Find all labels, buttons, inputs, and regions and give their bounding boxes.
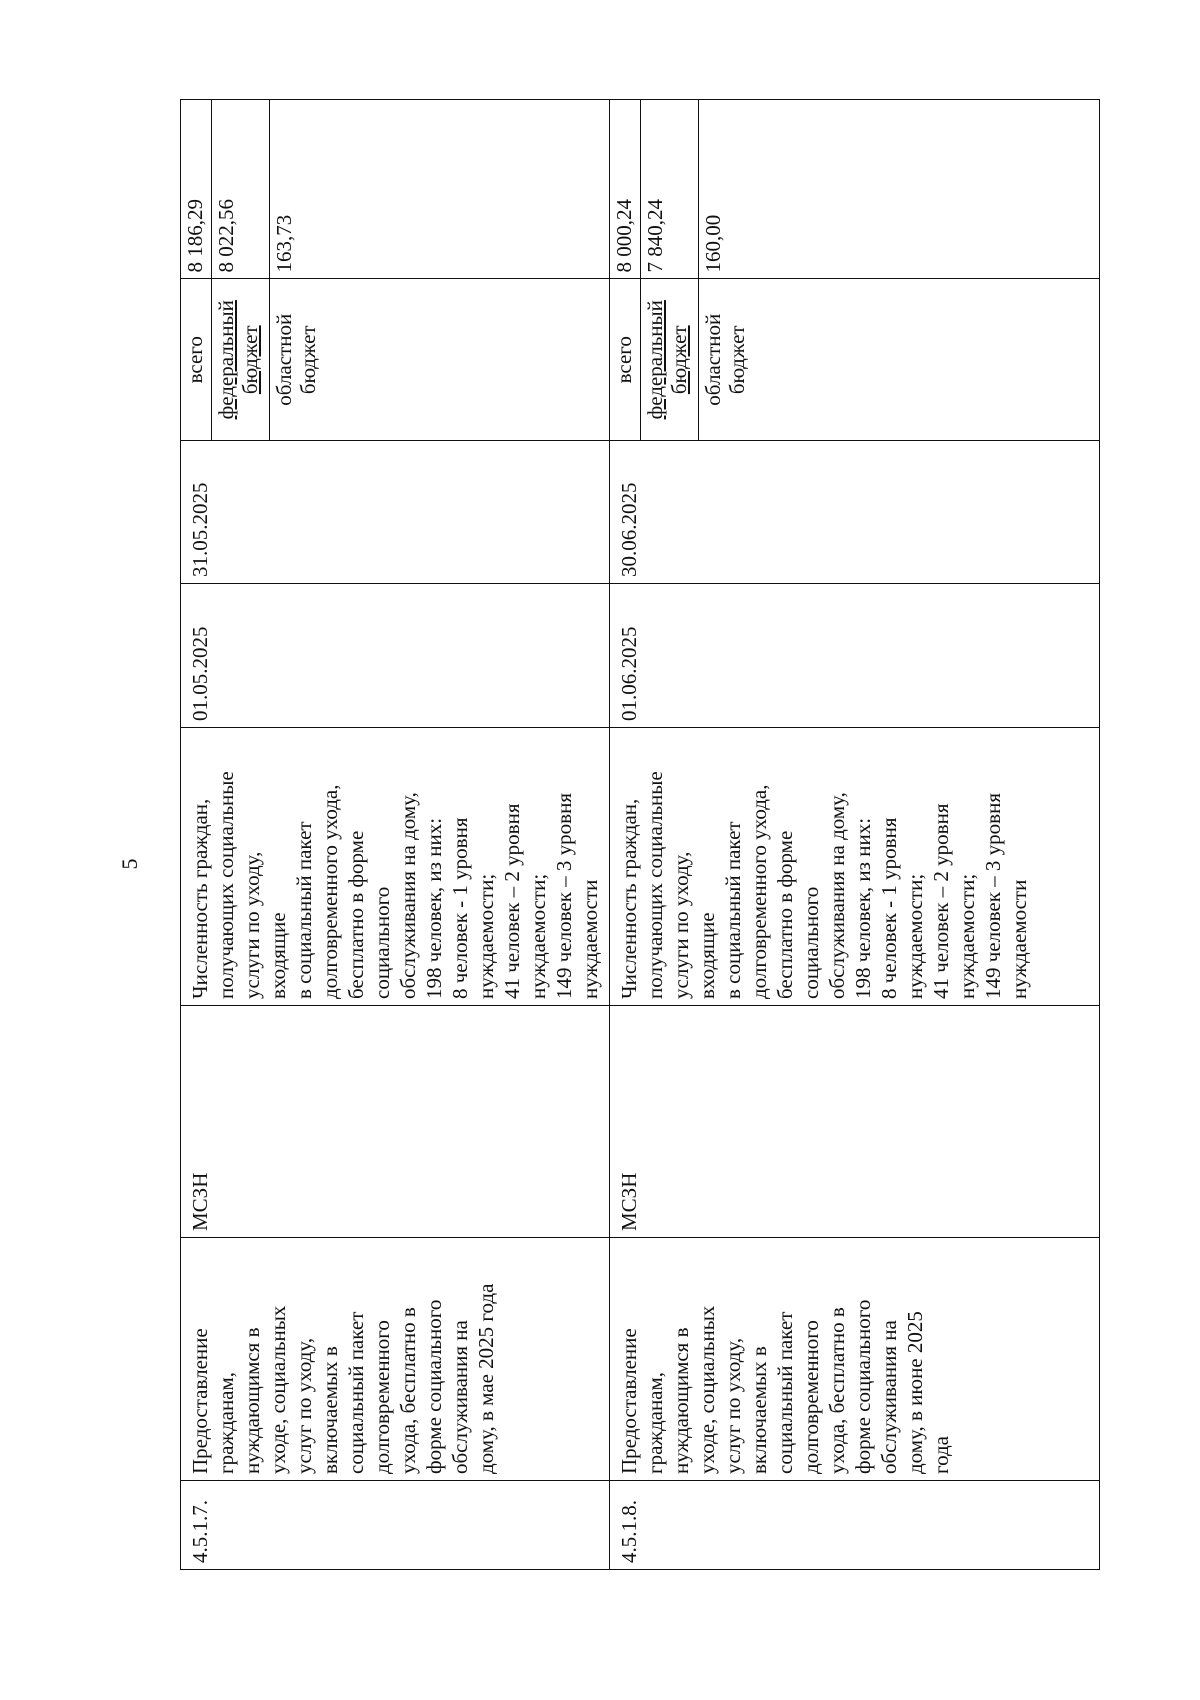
financing-amount: 163,73	[269, 100, 609, 280]
item-number: 4.5.1.7.	[181, 1481, 610, 1570]
financing-amount: 8 000,24	[610, 100, 640, 280]
financing-source: всего	[181, 279, 211, 440]
financing-source: областной бюджет	[269, 279, 609, 440]
financing-source: всего	[610, 279, 640, 440]
table-row	[181, 100, 610, 1570]
plan-table	[180, 99, 1100, 1570]
financing-block	[610, 100, 1100, 441]
event-name: Предоставление гражданам, нуждающимся в уходе, социальных услуг по уходу, включаемых в социальный пакет долговременного ухода, бесплатно в форме социального обслуживания на дому, в мае 2025 года	[181, 1238, 610, 1481]
financing-source: федеральный бюджет	[640, 279, 698, 440]
financing-amount: 8 186,29	[181, 100, 211, 280]
indicator: Численность граждан, получающих социальные услуги по уходу, входящие в социальный пакет долговременного ухода, бесплатно в форме социального обслуживания на дому, 198 человек, из них: 8 человек - 1 уровня нуждаемости; 41 человек – 2 уровня нуждаемости; 149 человек – 3 уровня нуждаемости	[181, 728, 610, 1006]
item-number: 4.5.1.8.	[610, 1481, 1100, 1570]
end-date: 31.05.2025	[181, 441, 610, 584]
rotated-table-container	[180, 100, 1095, 1570]
financing-source: федеральный бюджет	[211, 279, 269, 440]
table-row	[610, 100, 1100, 1570]
financing-table	[610, 100, 1099, 441]
financing-source: областной бюджет	[698, 279, 1099, 440]
start-date: 01.05.2025	[181, 584, 610, 728]
start-date: 01.06.2025	[610, 584, 1100, 728]
financing-amount: 8 022,56	[211, 100, 269, 280]
financing-table	[181, 100, 609, 441]
page-number: 5	[117, 858, 142, 870]
financing-block	[181, 100, 610, 441]
financing-amount: 7 840,24	[640, 100, 698, 280]
responsible-executor: МСЗН	[610, 1006, 1100, 1238]
responsible-executor: МСЗН	[181, 1006, 610, 1238]
event-name: Предоставление гражданам, нуждающимся в уходе, социальных услуг по уходу, включаемых в социальный пакет долговременного ухода, бесплатно в форме социального обслуживания на дому, в июне 2025 года	[610, 1238, 1100, 1481]
financing-amount: 160,00	[698, 100, 1099, 280]
end-date: 30.06.2025	[610, 441, 1100, 584]
indicator: Численность граждан, получающих социальные услуги по уходу, входящие в социальный пакет долговременного ухода, бесплатно в форме социального обслуживания на дому, 198 человек, из них: 8 человек - 1 уровня нуждаемости; 41 человек – 2 уровня нуждаемости; 149 человек – 3 уровня нуждаемости	[610, 728, 1100, 1006]
